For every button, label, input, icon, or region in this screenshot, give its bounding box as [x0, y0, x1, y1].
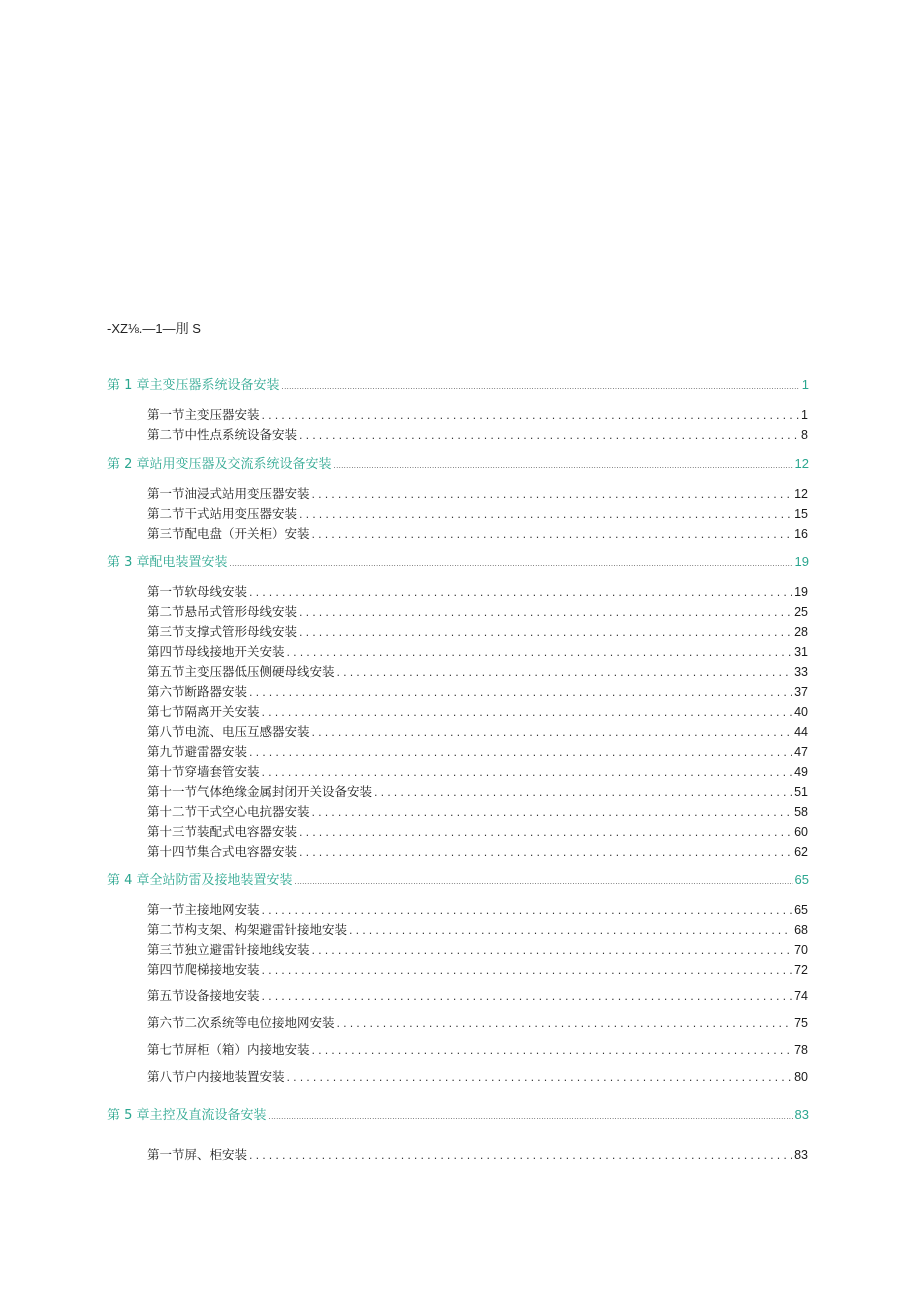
toc-entry-page-number: 65 — [794, 872, 809, 887]
dot-leader — [337, 1017, 793, 1030]
toc-section-entry[interactable] — [147, 622, 808, 640]
toc-entry-title: 第 4 章全站防雷及接地装置安装 — [107, 873, 293, 888]
toc-entry-page-number: 31 — [794, 645, 808, 659]
toc-chapter-entry[interactable] — [107, 869, 809, 888]
toc-section-entry[interactable] — [147, 986, 808, 1004]
toc-entry-title: 第二节中性点系统设备安装 — [147, 427, 298, 442]
toc-section-entry[interactable] — [147, 762, 808, 780]
toc-entry-title: 第一节主变压器安装 — [147, 407, 260, 422]
dot-leader — [312, 726, 793, 739]
toc-entry-title: 第三节支撑式管形母线安装 — [147, 624, 298, 639]
toc-section-entry[interactable] — [147, 582, 808, 600]
dot-leader — [299, 508, 792, 521]
toc-section-entry[interactable] — [147, 602, 808, 620]
dot-leader — [249, 1149, 792, 1162]
dot-leader — [299, 826, 792, 839]
toc-entry-page-number: 80 — [794, 1070, 808, 1084]
dot-leader — [299, 606, 792, 619]
toc-section-entry[interactable] — [147, 504, 808, 522]
toc-entry-page-number: 58 — [794, 805, 808, 819]
toc-section-entry[interactable] — [147, 722, 808, 740]
toc-entry-page-number: 1 — [801, 408, 808, 422]
toc-entry-title: 第七节隔离开关安装 — [147, 704, 260, 719]
toc-entry-page-number: 75 — [794, 1016, 808, 1030]
toc-entry-page-number: 12 — [794, 456, 809, 471]
toc-entry-page-number: 83 — [794, 1148, 808, 1162]
dot-leader — [312, 1044, 793, 1057]
toc-entry-page-number: 44 — [794, 725, 808, 739]
toc-section-entry[interactable] — [147, 642, 808, 660]
toc-entry-page-number: 33 — [794, 665, 808, 679]
toc-section-entry[interactable] — [147, 662, 808, 680]
dot-leader — [262, 409, 800, 422]
toc-entry-title: 第八节电流、电压互感器安装 — [147, 724, 310, 739]
toc-entry-title: 第四节母线接地开关安装 — [147, 644, 285, 659]
toc-entry-page-number: 16 — [794, 527, 808, 541]
toc-entry-page-number: 8 — [801, 428, 808, 442]
toc-entry-title: 第十节穿墙套管安装 — [147, 764, 260, 779]
toc-entry-page-number: 51 — [794, 785, 808, 799]
toc-section-entry[interactable] — [147, 425, 808, 443]
toc-entry-page-number: 60 — [794, 825, 808, 839]
toc-entry-page-number: 72 — [794, 963, 808, 977]
toc-entry-title: 第三节配电盘（开关柜）安装 — [147, 526, 310, 541]
toc-entry-page-number: 47 — [794, 745, 808, 759]
toc-section-entry[interactable] — [147, 960, 808, 978]
dot-leader — [299, 846, 792, 859]
toc-section-entry[interactable] — [147, 1013, 808, 1031]
toc-section-entry[interactable] — [147, 940, 808, 958]
toc-section-entry[interactable] — [147, 405, 808, 423]
dot-leader — [299, 429, 799, 442]
toc-section-entry[interactable] — [147, 782, 808, 800]
dot-leader — [262, 766, 793, 779]
dot-leader — [269, 1113, 793, 1121]
dot-leader — [249, 686, 792, 699]
toc-entry-page-number: 65 — [794, 903, 808, 917]
toc-entry-title: 第三节独立避雷针接地线安装 — [147, 942, 310, 957]
toc-entry-title: 第二节干式站用变压器安装 — [147, 506, 298, 521]
toc-section-entry[interactable] — [147, 524, 808, 542]
toc-section-entry[interactable] — [147, 702, 808, 720]
toc-entry-page-number: 25 — [794, 605, 808, 619]
dot-leader — [334, 462, 793, 470]
toc-entry-page-number: 37 — [794, 685, 808, 699]
toc-chapter-entry[interactable] — [107, 374, 809, 393]
toc-section-entry[interactable] — [147, 484, 808, 502]
toc-section-entry[interactable] — [147, 742, 808, 760]
toc-entry-title: 第一节油浸式站用变压器安装 — [147, 486, 310, 501]
toc-section-entry[interactable] — [147, 682, 808, 700]
dot-leader — [312, 488, 793, 501]
dot-leader — [282, 383, 800, 391]
dot-leader — [295, 878, 793, 886]
toc-entry-page-number: 70 — [794, 943, 808, 957]
dot-leader — [337, 666, 793, 679]
toc-section-entry[interactable] — [147, 802, 808, 820]
toc-entry-title: 第五节主变压器低压侧硬母线安装 — [147, 664, 335, 679]
dot-leader — [262, 964, 793, 977]
dot-leader — [287, 646, 793, 659]
toc-entry-title: 第一节软母线安装 — [147, 584, 248, 599]
toc-entry-title: 第 5 章主控及直流设备安装 — [107, 1108, 267, 1123]
toc-entry-title: 第十二节干式空心电抗器安装 — [147, 804, 310, 819]
toc-entry-title: 第六节二次系统等电位接地网安装 — [147, 1015, 335, 1030]
toc-entry-page-number: 40 — [794, 705, 808, 719]
dot-leader — [299, 626, 792, 639]
toc-section-entry[interactable] — [147, 822, 808, 840]
toc-entry-title: 第一节主接地网安装 — [147, 902, 260, 917]
toc-entry-title: 第 1 章主变压器系统设备安装 — [107, 378, 280, 393]
toc-chapter-entry[interactable] — [107, 1104, 809, 1123]
dot-leader — [349, 924, 792, 937]
toc-entry-title: 第四节爬梯接地安装 — [147, 962, 260, 977]
toc-entry-title: 第十三节装配式电容器安装 — [147, 824, 298, 839]
dot-leader — [312, 944, 793, 957]
toc-entry-title: 第 3 章配电装置安装 — [107, 555, 228, 570]
toc-section-entry[interactable] — [147, 842, 808, 860]
toc-entry-title: 第七节屏柜（箱）内接地安装 — [147, 1042, 310, 1057]
toc-entry-page-number: 28 — [794, 625, 808, 639]
dot-leader — [312, 528, 793, 541]
dot-leader — [262, 706, 793, 719]
dot-leader — [262, 990, 793, 1003]
toc-entry-page-number: 74 — [794, 989, 808, 1003]
dot-leader — [249, 586, 792, 599]
toc-entry-title: 第十一节气体绝缘金属封闭开关设备安装 — [147, 784, 373, 799]
toc-entry-title: 第二节构支架、构架避雷针接地安装 — [147, 922, 348, 937]
dot-leader — [262, 904, 793, 917]
toc-entry-title: 第六节断路器安装 — [147, 684, 248, 699]
dot-leader — [230, 560, 793, 568]
toc-entry-title: 第 2 章站用变压器及交流系统设备安装 — [107, 457, 332, 472]
toc-entry-page-number: 19 — [794, 554, 809, 569]
dot-leader — [374, 786, 792, 799]
toc-section-entry[interactable] — [147, 1067, 808, 1085]
toc-entry-page-number: 19 — [794, 585, 808, 599]
toc-entry-page-number: 78 — [794, 1043, 808, 1057]
toc-entry-title: 第二节悬吊式管形母线安装 — [147, 604, 298, 619]
dot-leader — [287, 1071, 793, 1084]
toc-entry-page-number: 1 — [801, 377, 809, 392]
toc-entry-page-number: 49 — [794, 765, 808, 779]
toc-entry-page-number: 83 — [794, 1107, 809, 1122]
toc-chapter-entry[interactable] — [107, 551, 809, 570]
toc-entry-title: 第九节避雷器安装 — [147, 744, 248, 759]
toc-entry-title: 第八节户内接地装置安装 — [147, 1069, 285, 1084]
toc-entry-title: 第十四节集合式电容器安装 — [147, 844, 298, 859]
dot-leader — [312, 806, 793, 819]
dot-leader — [249, 746, 792, 759]
toc-entry-page-number: 12 — [794, 487, 808, 501]
toc-entry-page-number: 68 — [794, 923, 808, 937]
toc-section-entry[interactable] — [147, 920, 808, 938]
toc-entry-title: 第一节屏、柜安装 — [147, 1147, 248, 1162]
toc-section-entry[interactable] — [147, 900, 808, 918]
toc-section-entry[interactable] — [147, 1145, 808, 1163]
document-header-mark: -XZ⅛.—1—刖 S — [107, 321, 201, 336]
toc-entry-page-number: 15 — [794, 507, 808, 521]
toc-entry-page-number: 62 — [794, 845, 808, 859]
toc-chapter-entry[interactable] — [107, 453, 809, 472]
toc-section-entry[interactable] — [147, 1040, 808, 1058]
toc-entry-title: 第五节设备接地安装 — [147, 988, 260, 1003]
